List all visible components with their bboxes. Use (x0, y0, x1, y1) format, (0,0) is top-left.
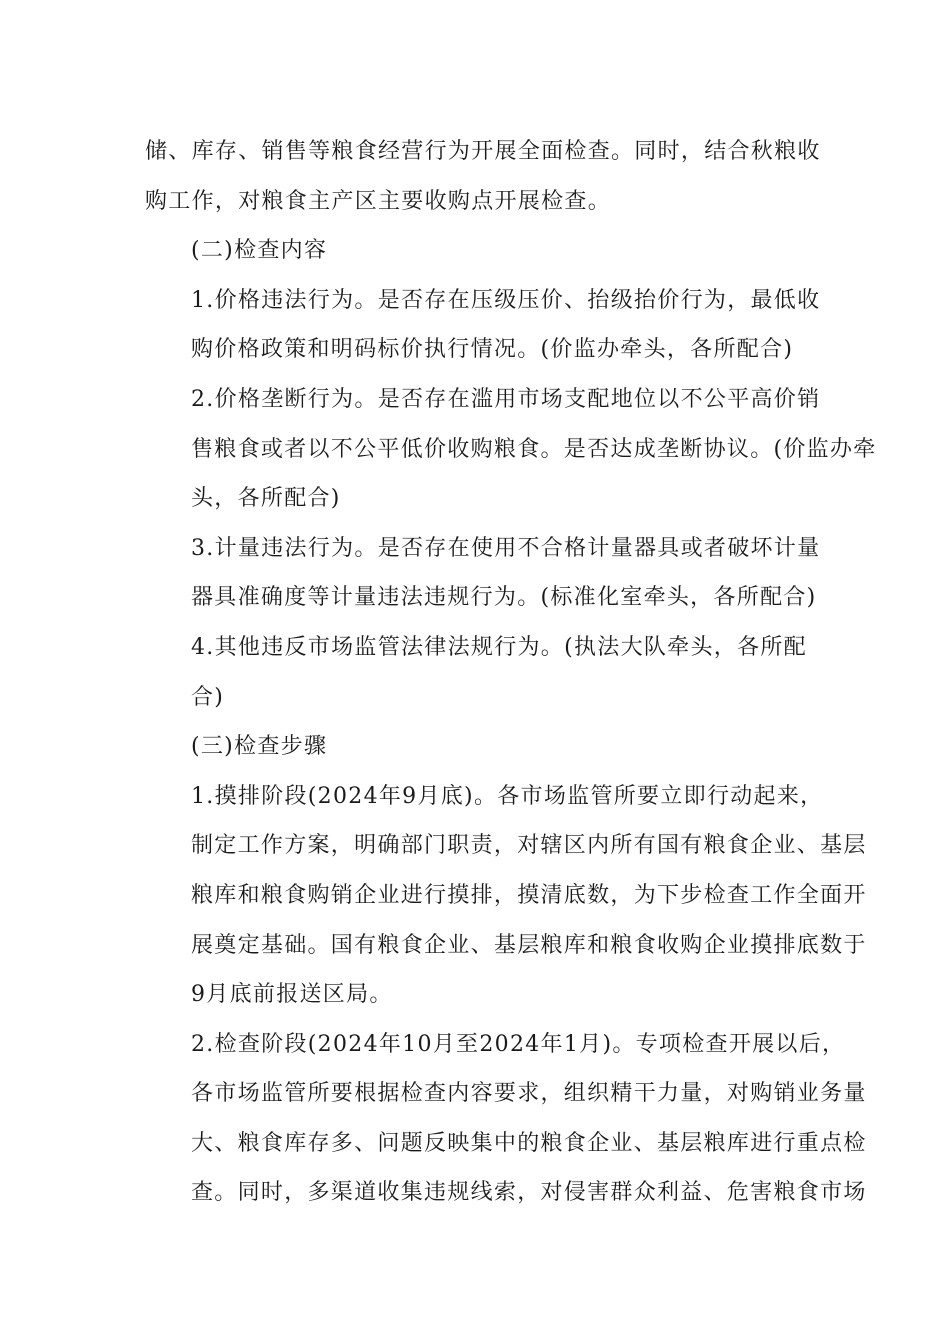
text-line: 制定工作方案，明确部门职责，对辖区内所有国有粮食企业、基层 (191, 833, 867, 859)
paragraph-section-3-heading (145, 722, 810, 772)
paragraph-intro-continuation (145, 127, 821, 226)
text-line: 售粮食或者以不公平低价收购粮食。是否达成垄断协议。(价监办牵 (191, 436, 877, 462)
text-line: 1.摸排阶段(2024年9月底)。各市场监管所要立即行动起来， (191, 783, 824, 809)
document-body (145, 127, 877, 1218)
text-line: 4.其他违反市场监管法律法规行为。(执法大队牵头，各所配 (191, 634, 807, 660)
text-line: 3.计量违法行为。是否存在使用不合格计量器具或者破坏计量 (191, 535, 821, 561)
text-line: (三)检查步骤 (191, 734, 328, 760)
text-line: 器具准确度等计量违法违规行为。(标准化室牵头，各所配合) (191, 585, 817, 611)
paragraph-item-3-1 (145, 772, 867, 1020)
text-line: 9月底前报送区局。 (191, 982, 393, 1008)
text-line: (二)检查内容 (191, 238, 328, 264)
text-line: 购价格政策和明码标价执行情况。(价监办牵头，各所配合) (191, 337, 794, 363)
text-line: 大、粮食库存多、问题反映集中的粮食企业、基层粮库进行重点检 (191, 1130, 867, 1156)
paragraph-item-2-4 (145, 623, 810, 722)
paragraph-item-2-3 (145, 524, 821, 623)
paragraph-item-2-1 (145, 276, 821, 375)
text-line: 储、库存、销售等粮食经营行为开展全面检查。同时，结合秋粮收 (145, 139, 821, 164)
text-line: 粮库和粮食购销企业进行摸排，摸清底数，为下步检查工作全面开 (191, 882, 867, 908)
text-line: 1.价格违法行为。是否存在压级压价、抬级抬价行为，最低收 (191, 287, 821, 313)
text-line: 2.检查阶段(2024年10月至2024年1月)。专项检查开展以后， (191, 1031, 846, 1057)
text-line: 合) (191, 684, 225, 710)
text-line: 各市场监管所要根据检查内容要求，组织精干力量，对购销业务量 (191, 1081, 867, 1107)
paragraph-section-2-heading (145, 226, 810, 276)
text-line: 头，各所配合) (191, 486, 341, 512)
text-line: 购工作，对粮食主产区主要收购点开展检查。 (145, 188, 612, 214)
text-line: 展奠定基础。国有粮食企业、基层粮库和粮食收购企业摸排底数于 (191, 932, 867, 958)
paragraph-item-2-2 (145, 375, 877, 524)
text-line: 查。同时，多渠道收集违规线索，对侵害群众利益、危害粮食市场 (191, 1180, 867, 1206)
paragraph-item-3-2 (145, 1020, 867, 1218)
text-line: 2.价格垄断行为。是否存在滥用市场支配地位以不公平高价销 (191, 386, 821, 412)
